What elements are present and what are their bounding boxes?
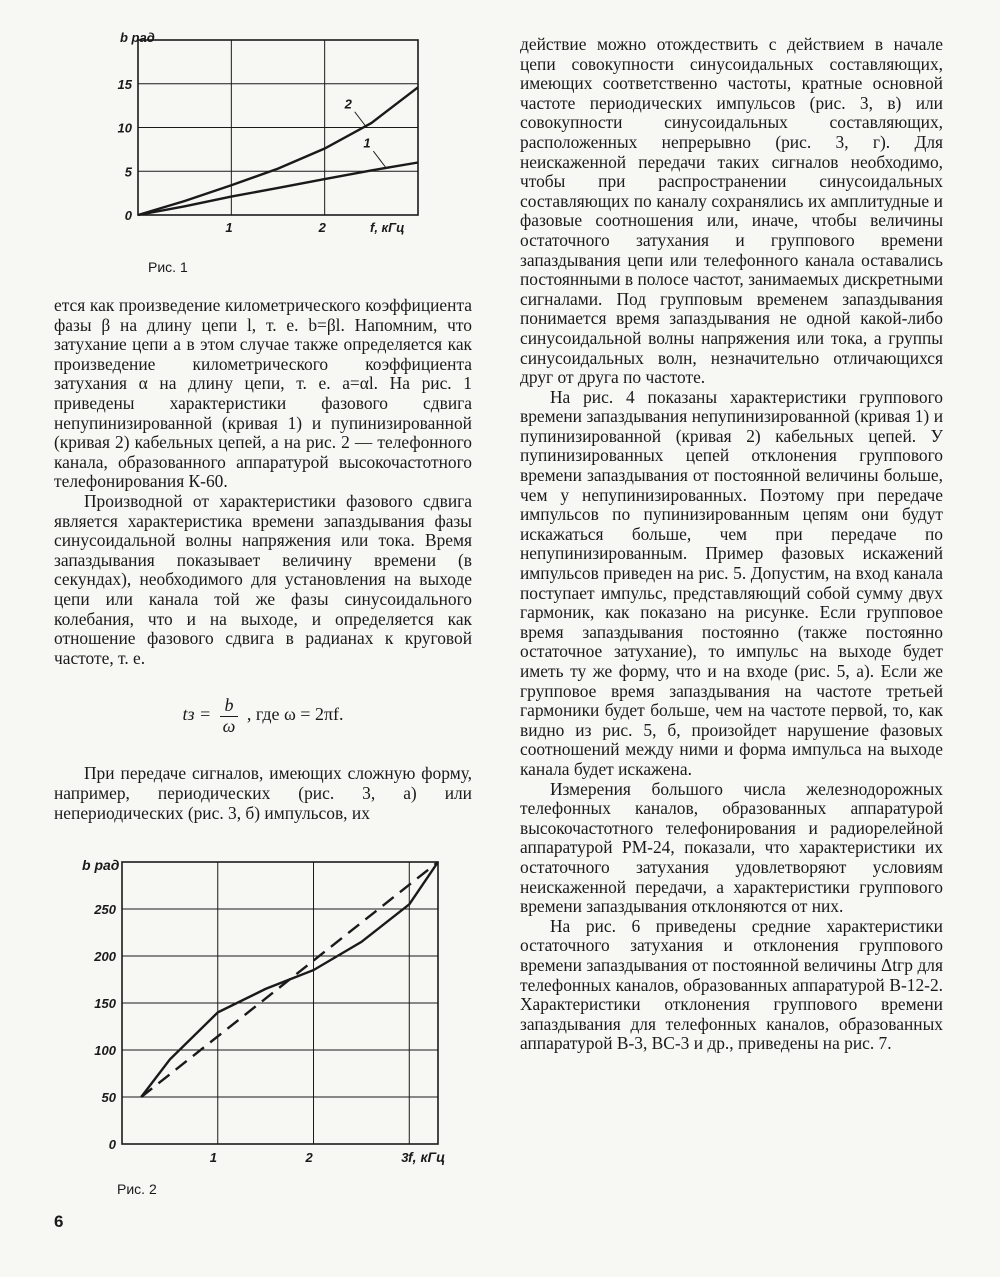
right-paragraph-3: Измерения большого числа железнодорожных телефонных каналов, образованных аппаратурой высокочастотного телефонирования и радиорелейной аппаратурой РМ-24, показали, что характеристики их остаточного затухания удовлетворяют условиям неискаженной передачи, а характеристики группового времени запаздывания отклоняются от них.: [520, 778, 943, 917]
figure-2-labels: [82, 857, 445, 1165]
figure-2-chart: [70, 848, 450, 1168]
figure-1-curve-label-1: 1: [363, 135, 371, 151]
right-paragraph-2: На рис. 4 показаны характеристики группового времени запаздывания непупинизированной (кривая 1) и пупинизированной (кривая 2) кабельных цепей. У пупинизированных цепей отклонения группового времени запаздывания от постоянной величины больше, чем у непупинизированных. Поэтому при передаче импульсов по пупинизированным цепям они будут искажаться больше, чем при передаче по непупинизированным. Пример фазовых искажений импульсов приведен на рис. 5. Допустим, на вход канала поступает импульс, представляющий собой сумму двух гармоник, как показано на рисунке. Если групповое время запаздывания постоянно (также постоянно остаточное затухание), то импульс на выходе будет иметь ту же форму, что и на входе (рис. 5, а). Если же групповое время запаздывания на частоте третьей гармоники будет больше, чем на частоте первой, то, как видно из рис. 5, б, произойдет нарушение фазовых соотношений между ними и форма импульса на выходе канала будет искажена.: [520, 386, 943, 779]
figure-1-curve-leader: [355, 112, 367, 128]
figure-1-curve-2: [138, 87, 418, 215]
figure-1-ytick-label: 15: [117, 76, 132, 92]
delay-formula: [54, 696, 472, 736]
figure-2-grid: [122, 862, 438, 1144]
figure-2-ytick-label: 250: [94, 902, 116, 917]
figure-2-ytick-label: 0: [108, 1137, 116, 1152]
figure-1-ytick-label: 10: [117, 120, 132, 136]
figure-2-xtick-label: 2: [305, 1150, 313, 1165]
figure-1-curve-1: [138, 163, 418, 216]
right-paragraph-4: На рис. 6 приведены средние характеристики остаточного затухания и отклонения группового времени запаздывания от постоянной величины Δtгр для телефонных каналов, образованных аппаратурой В-12-2. Характеристики отклонения группового времени запаздывания для телефонных каналов, образованных аппаратурой В-3, ВС-3 и др., приведены на рис. 7.: [520, 915, 943, 1054]
page-number: 6: [54, 1212, 64, 1231]
formula-rhs: , где ω = 2πf.: [246, 704, 344, 725]
figure-1-curve-label-2: 2: [344, 96, 352, 112]
figure-1-ytick-label: 0: [124, 208, 132, 223]
left-column: [54, 296, 472, 823]
left-paragraph-2: Производной от характеристики фазового сдвига является характеристика времени запаздывания фазы синусоидальной волны напряжения или тока. Время запаздывания показывает величину времени (в секундах), необходимого для установления на выходе цепи или канала той же фазы синусоидального колебания, что и на выходе, и определяется как отношение фазового сдвига в радианах к круговой частоте, т. е.: [54, 490, 472, 668]
figure-2-caption: Рис. 2: [117, 1181, 157, 1197]
left-paragraph-1: ется как произведение километрического коэффициента фазы β на длину цепи l, т. е. b=βl. Напомним, что затухание цепи a в этом случае также определяется как произведение километрического коэффициента затухания α на длину цепи, т. е. a=αl. На рис. 1 приведены характеристики фазового сдвига непупинизированной (кривая 1) и пупинизированной (кривая 2) кабельных цепей, а на рис. 2 — телефонного канала, образованного аппаратурой высокочастотного телефонирования К-60.: [54, 295, 472, 492]
figure-1-labels: [118, 30, 405, 235]
figure-2-ylabel: b рад: [82, 857, 120, 873]
figure-2-ytick-label: 150: [94, 996, 116, 1011]
figure-1-ylabel: b рад: [120, 30, 155, 45]
figure-2-xlabel: f, кГц: [408, 1149, 446, 1165]
figure-2-ytick-label: 200: [94, 949, 116, 964]
figure-1-chart: [110, 30, 410, 250]
figure-2-curve-dashed: [141, 862, 438, 1097]
figure-2-ytick-label: 100: [94, 1043, 116, 1058]
figure-1-series: [138, 87, 418, 215]
figure-2-xtick-label: 1: [209, 1150, 217, 1165]
figure-2-series: [141, 862, 438, 1097]
formula-numerator: b: [220, 696, 239, 717]
figure-1-xtick-label: 2: [318, 220, 326, 235]
right-column: [520, 35, 943, 1054]
figure-1-xlabel: f, кГц: [370, 220, 405, 235]
figure-2-ytick-label: 50: [101, 1090, 116, 1105]
formula-lhs: tз =: [182, 704, 212, 725]
left-paragraph-3: При передаче сигналов, имеющих сложную форму, например, периодических (рис. 3, а) или непериодических (рис. 3, б) импульсов, их: [54, 763, 472, 823]
figure-1-curve-leader: [373, 151, 385, 167]
right-paragraph-1: действие можно отождествить с действием в начале цепи совокупности синусоидальных составляющих, имеющих соответственно частоты, кратные основной частоте периодических импульсов (рис. 3, в) или совокупности синусоидальных составляющих, расположенных непрерывно (рис. 3, г). Для неискаженной передачи таких сигналов необходимо, чтобы при распространении синусоидальных составляющих по каналу сохранялись их амплитудные и фазовые соотношения или, иначе, чтобы величины остаточного затухания и группового времени запаздывания цепи или телефонного канала оставались постоянными в полосе частот, занимаемых дискретными сигналами. Под групповым временем запаздывания понимается время запаздывания не одной какой-либо синусоидальной волны напряжения или тока, а группы синусоидальных волн, незначительно отличающихся друг от друга по частоте.: [520, 34, 943, 388]
figure-2-xtick-label: 3: [401, 1150, 409, 1165]
figure-1-caption: Рис. 1: [148, 259, 188, 275]
formula-denominator: ω: [222, 715, 236, 736]
figure-1-xtick-label: 1: [225, 220, 233, 235]
figure-1-ytick-label: 5: [124, 164, 132, 180]
